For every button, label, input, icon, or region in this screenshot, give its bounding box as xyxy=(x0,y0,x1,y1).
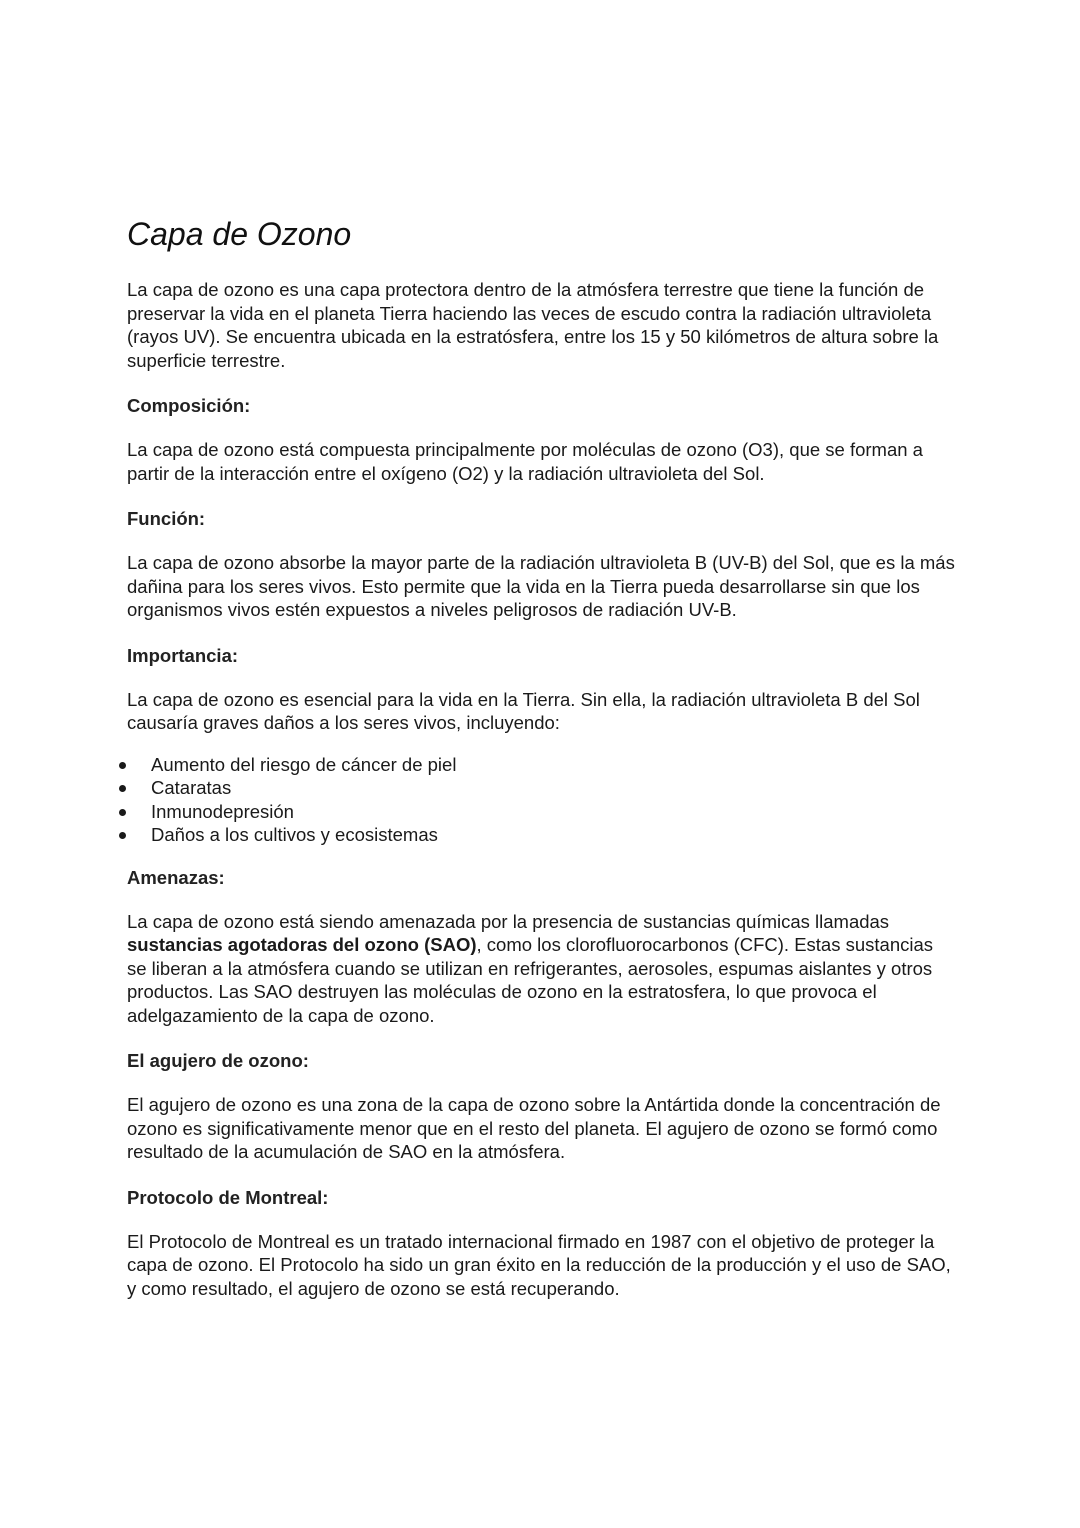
intro-paragraph: La capa de ozono es una capa protectora dentro de la atmósfera terrestre que tiene la función de preservar la vida en el planeta Tierra haciendo las veces de escudo contra la radiación ultravioleta (rayos UV). Se encuentra ubicada en la estratósfera, entre los 15 y 50 kilómetros de altura sobre la superficie terrestre. xyxy=(127,279,939,371)
amenazas-text-after: , como los clorofluorocarbonos (CFC). Estas sustancias se liberan a la atmósfera cuando se utilizan en refrigerantes, aerosoles, espumas aislantes y otros productos. Las SAO destruyen las moléculas de ozono en la estratosfera, lo que provoca el adelgazamiento de la capa de ozono. xyxy=(127,934,934,1026)
section-heading-montreal: Protocolo de Montreal: xyxy=(127,1186,329,1208)
list-item: Cataratas xyxy=(127,776,957,800)
section-heading-amenazas: Amenazas: xyxy=(127,866,225,888)
section-heading-importancia: Importancia: xyxy=(127,644,239,666)
importancia-list xyxy=(127,753,957,847)
document-title: Capa de Ozono xyxy=(127,216,352,252)
montreal-paragraph: El Protocolo de Montreal es un tratado internacional firmado en 1987 con el objetivo de proteger la capa de ozono. El Protocolo ha sido un gran éxito en la reducción de la producción y el uso de SAO, y como resultado, el agujero de ozono se está recuperando. xyxy=(127,1230,951,1299)
funcion-paragraph: La capa de ozono absorbe la mayor parte de la radiación ultravioleta B (UV-B) del Sol, que es la más dañina para los seres vivos. Esto permite que la vida en la Tierra pueda desarrollarse sin que los organismos vivos estén expuestos a niveles peligrosos de radiación UV-B. xyxy=(127,552,955,620)
amenazas-paragraph xyxy=(127,910,957,1028)
amenazas-bold-term: sustancias agotadoras del ozono (SAO) xyxy=(127,934,477,955)
amenazas-text-before: La capa de ozono está siendo amenazada por la presencia de sustancias químicas llamadas xyxy=(127,910,890,932)
list-item: Aumento del riesgo de cáncer de piel xyxy=(127,753,957,777)
agujero-paragraph: El agujero de ozono es una zona de la capa de ozono sobre la Antártida donde la concentración de ozono es significativamente menor que en el resto del planeta. El agujero de ozono se formó como resultado de la acumulación de SAO en la atmósfera. xyxy=(127,1094,941,1162)
section-heading-composicion: Composición: xyxy=(127,395,251,416)
section-heading-funcion: Función: xyxy=(127,508,206,529)
list-item: Inmunodepresión xyxy=(127,800,957,824)
importancia-paragraph: La capa de ozono es esencial para la vida en la Tierra. Sin ella, la radiación ultravioleta B del Sol causaría graves daños a los seres vivos, incluyendo: xyxy=(127,688,920,733)
composicion-paragraph: La capa de ozono está compuesta principalmente por moléculas de ozono (O3), que se forman a partir de la interacción entre el oxígeno (O2) y la radiación ultravioleta del Sol. xyxy=(127,439,923,484)
document-page xyxy=(127,212,957,1322)
list-item: Daños a los cultivos y ecosistemas xyxy=(127,823,957,847)
section-heading-agujero: El agujero de ozono: xyxy=(127,1050,309,1071)
